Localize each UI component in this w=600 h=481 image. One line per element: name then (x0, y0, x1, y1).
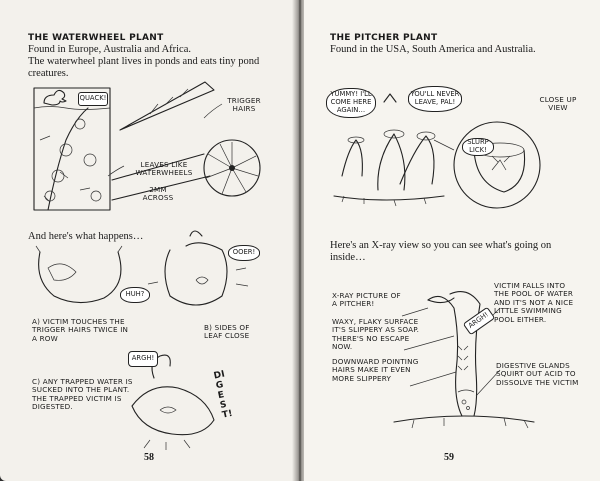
label-glands: DIGESTIVE GLANDS SQUIRT OUT ACID TO DISSOLVE THE VICTIM (496, 361, 579, 387)
argh-bubble-left: ARGH! (128, 351, 158, 367)
label-trigger-hairs: TRIGGER HAIRS (227, 96, 261, 114)
slurp-speech: SLURP LICK! (462, 138, 494, 156)
step-c-caption: C) ANY TRAPPED WATER IS SUCKED INTO THE PLANT. THE TRAPPED VICTIM IS DIGESTED. (32, 377, 133, 412)
left-intro-text: The waterwheel plant lives in ponds and eats tiny pond creatures. (28, 56, 260, 79)
right-found-text: Found in the USA, South America and Australia. (330, 44, 536, 55)
label-xray: X-RAY PICTURE OF A PITCHER! (332, 291, 401, 309)
right-page (304, 0, 600, 481)
yummy-speech: YUMMY! I'LL COME HERE AGAIN… (326, 88, 376, 118)
left-heading: THE WATERWHEEL PLANT (28, 33, 164, 43)
ooer-bubble: OOER! (228, 245, 260, 261)
label-victim: VICTIM FALLS INTO THE POOL OF WATER AND IT'S NOT A NICE LITTLE SWIMMING POOL EITHER. (494, 281, 574, 324)
digest-word: DIGEST! (212, 369, 234, 421)
right-page-number: 59 (444, 452, 454, 463)
step-b-caption: B) SIDES OF LEAF CLOSE (204, 323, 250, 341)
huh-bubble: HUH? (120, 287, 150, 303)
whats-happens-text: And here's what happens… (28, 231, 144, 242)
label-closeup: CLOSE UP VIEW (539, 95, 577, 113)
left-page-number: 58 (144, 452, 154, 463)
label-leaves: LEAVES LIKE WATERWHEELS (135, 160, 193, 178)
argh-bubble-right: ARGH! (463, 307, 496, 336)
left-page (0, 0, 296, 481)
label-size: 2MM ACROSS (142, 185, 174, 203)
label-waxy: WAXY, FLAKY SURFACE IT'S SLIPPERY AS SOAP. THERE'S NO ESCAPE NOW. (332, 317, 420, 352)
left-found-text: Found in Europe, Australia and Africa. (28, 44, 192, 55)
duck-speech-bubble: QUACK! (78, 92, 108, 106)
xray-pitcher-illustration (304, 0, 600, 481)
never-leave-speech: YOU'LL NEVER LEAVE, PAL! (408, 86, 462, 112)
xray-intro-text: Here's an X-ray view so you can see what's going on inside… (330, 240, 552, 263)
label-hairs: DOWNWARD POINTING HAIRS MAKE IT EVEN MORE SLIPPERY (332, 357, 419, 383)
right-heading: THE PITCHER PLANT (330, 33, 438, 43)
step-a-caption: A) VICTIM TOUCHES THE TRIGGER HAIRS TWICE IN A ROW (32, 317, 129, 343)
